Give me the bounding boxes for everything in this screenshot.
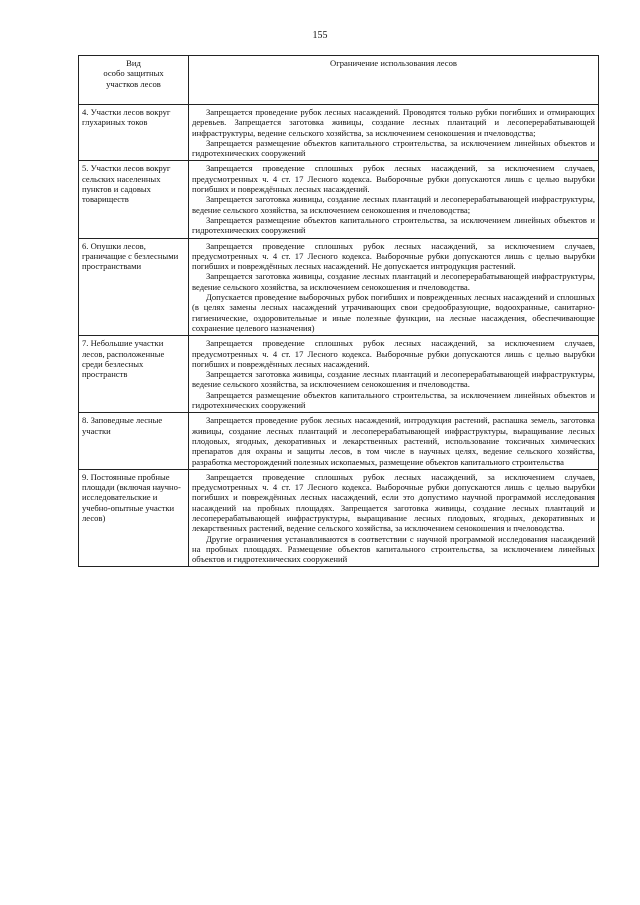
restriction-paragraph: Допускается проведение выборочных рубок погибших и поврежденных лесных насаждений и сплошных (в целях замены лесных насаждений утрачивающих свои средообразующие, водоохранные, санитарно-гигиенические, оздоровительные и иные полезные функции, на лесные насаждения, обеспечивающие сохранение целевого назначения) (192, 292, 595, 333)
header-zone-line: участков лесов (106, 78, 161, 89)
restriction-cell (189, 238, 599, 336)
page-number: 155 (312, 30, 328, 41)
restriction-paragraph: Запрещается заготовка живицы, создание лесных плантаций и лесоперерабатывающей инфраструктуры, ведение сельского хозяйства, за исключением сенокошения и пчеловодства. (192, 369, 595, 390)
table-row (79, 413, 599, 469)
restriction-paragraph: Запрещается размещение объектов капитального строительства, за исключением линейных объектов и гидротехнических сооружений (192, 137, 595, 159)
zone-type-cell: 7. Небольшие участки лесов, расположенные среди безлесных пространств (79, 336, 189, 413)
restriction-paragraph: Запрещается размещение объектов капитального строительства, за исключением линейных объектов и гидротехнических сооружений (192, 214, 595, 236)
header-zone-line: Вид (126, 58, 141, 68)
table-header-row (79, 56, 599, 105)
restriction-paragraph: Запрещается проведение сплошных рубок лесных насаждений, за исключением случаев, предусмотренных ч. 4 ст. 17 Лесного кодекса. Выборочные рубки допускаются лишь с целью вырубки погибших и повреждённых лесных насаждений. (192, 338, 595, 369)
table-row (79, 336, 599, 413)
restriction-paragraph: Запрещается размещение объектов капитального строительства, за исключением линейных объектов и гидротехнических сооружений (192, 389, 595, 411)
restriction-paragraph: Запрещается заготовка живицы, создание лесных плантаций и лесоперерабатывающей инфраструктуры, ведение сельского хозяйства, за исключением сенокошения и пчеловодства; (192, 194, 595, 215)
zone-type-cell: 5. Участки лесов вокруг сельских населенных пунктов и садовых товариществ (79, 161, 189, 238)
forest-restrictions-table (78, 55, 599, 567)
restriction-paragraph: Запрещается проведение рубок лесных насаждений, интродукция растений, распашка земель, заготовка живицы, создание лесных плантаций и лесоперерабатывающей инфраструктуры, выращивание лесных плодовых, ягодных, декоративных и лекарственных растений, использование токсичных химических препаратов для охраны и защиты лесов, в том числе в научных целях, ведение сельского хозяйства, разработка месторождений полезных ископаемых, размещение объектов капитального строительства (192, 415, 595, 467)
restriction-paragraph: Запрещается заготовка живицы, создание лесных плантаций и лесоперерабатывающей инфраструктуры, ведение сельского хозяйства, за исключением сенокошения и пчеловодства. (192, 271, 595, 292)
header-zone-type (79, 56, 189, 105)
zone-type-cell: 9. Постоянные пробные площади (включая научно-исследовательские и учебно-опытные участки лесов) (79, 469, 189, 567)
restriction-paragraph: Запрещается проведение сплошных рубок лесных насаждений, за исключением случаев, предусмотренных ч. 4 ст. 17 Лесного кодекса. Выборочные рубки допускаются лишь с целью вырубки погибших и повреждённых лесных насаждений. (192, 163, 595, 195)
zone-type-cell: 6. Опушки лесов, граничащие с безлесными пространствами (79, 238, 189, 336)
header-restriction: Ограничение использования лесов (189, 56, 599, 105)
table-row (79, 238, 599, 336)
restriction-cell (189, 105, 599, 161)
restriction-paragraph: Другие ограничения устанавливаются в соответствии с научной программой исследования насаждений на пробных площадях. Размещение объектов капитального строительства, за исключением линейных объектов и гидротехнических сооружений (192, 533, 595, 565)
zone-type-cell: 4. Участки лесов вокруг глухариных токов (79, 105, 189, 161)
table-row (79, 161, 599, 238)
restriction-paragraph: Запрещается проведение сплошных рубок лесных насаждений, за исключением случаев, предусмотренных ч. 4 ст. 17 Лесного кодекса. Выборочные рубки допускаются лишь с целью вырубки погибших и повреждённых лесных насаждений. Не допускается интродукция растений. (192, 240, 595, 272)
restriction-cell (189, 336, 599, 413)
header-zone-line: особо защитных (103, 68, 164, 79)
restriction-cell (189, 413, 599, 469)
restriction-cell (189, 161, 599, 238)
table-row (79, 469, 599, 567)
zone-type-cell: 8. Заповедные лесные участки (79, 413, 189, 469)
restriction-cell (189, 469, 599, 567)
table-row (79, 105, 599, 161)
restriction-paragraph: Запрещается проведение рубок лесных насаждений. Проводятся только рубки погибших и отмирающих деревьев. Запрещается заготовка живицы, создание лесных плантаций и лесоперерабатывающей инфраструктуры, ведение сельского хозяйства, за исключением сенокошения и пчеловодства; (192, 107, 595, 138)
restriction-paragraph: Запрещается проведение сплошных рубок лесных насаждений, за исключением случаев, предусмотренных ч. 4 ст. 17 Лесного кодекса. Выборочные рубки допускаются лишь с целью вырубки погибших и повреждённых лесных насаждений, если это допустимо научной программой исследования насаждений на пробных площадях. Запрещается заготовка живицы, создание лесных плантаций и лесоперерабатывающей инфраструктуры, выращивание лесных плодовых, ягодных, декоративных и лекарственных растений, ведение сельского хозяйства, за исключением сенокошения и пчеловодства. (192, 471, 595, 534)
